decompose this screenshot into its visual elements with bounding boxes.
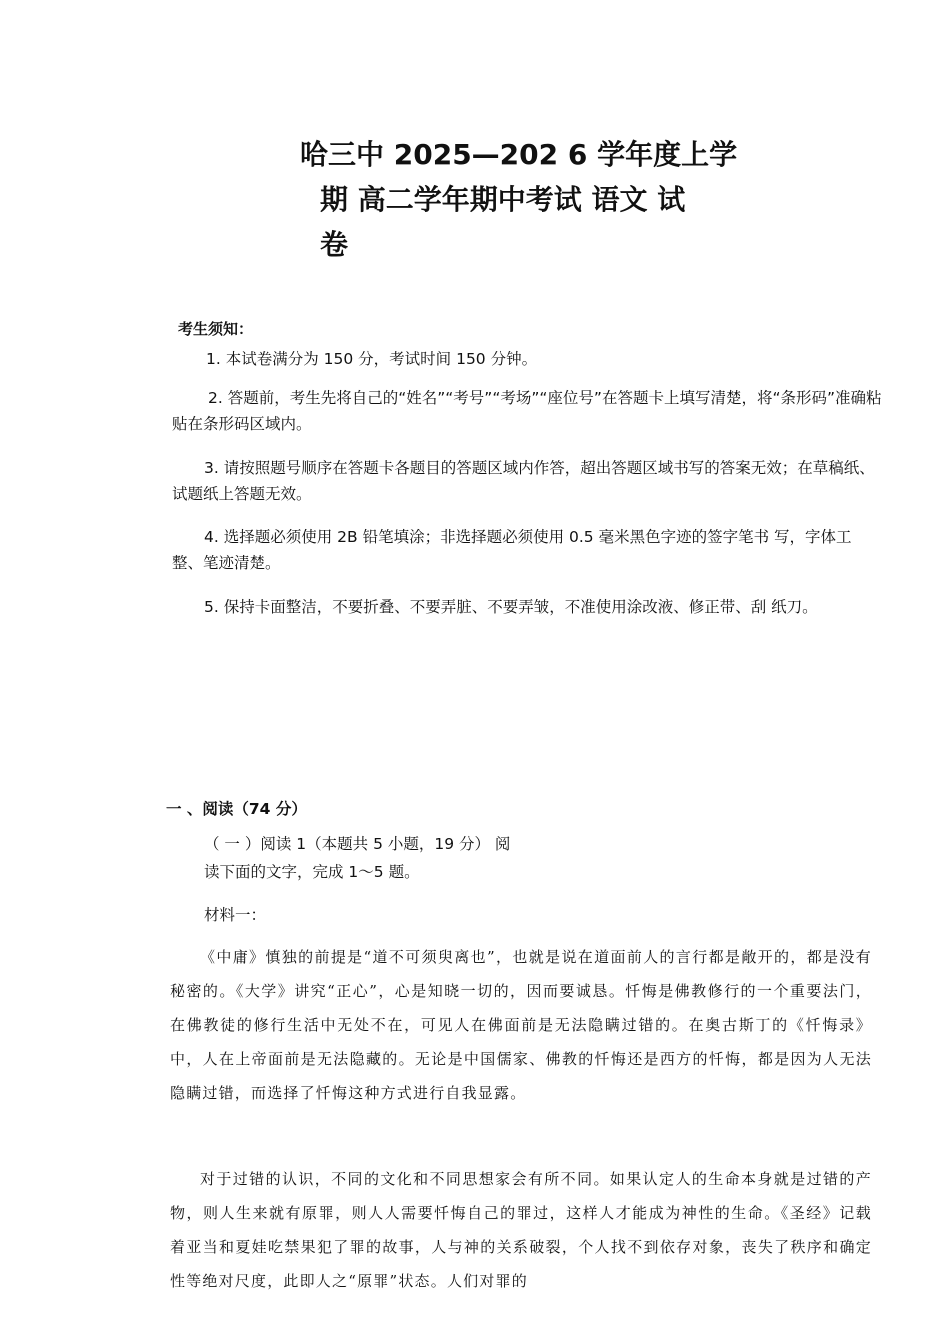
notice-item-1: 1. 本试卷满分为 150 分，考试时间 150 分钟。 bbox=[206, 350, 538, 368]
notice-item-4: 4. 选择题必须使用 2B 铅笔填涂；非选择题必须使用 0.5 毫米黑色字迹的签字笔书 写，字体工整、笔迹清楚。 bbox=[172, 528, 852, 572]
notice-item-5: 5. 保持卡面整洁，不要折叠、不要弄脏、不要弄皱，不准使用涂改液、修正带、刮 纸刀。 bbox=[204, 598, 818, 616]
section-heading: 一 、阅读（74 分） bbox=[166, 800, 307, 818]
passage-paragraph-2: 对于过错的认识，不同的文化和不同思想家会有所不同。如果认定人的生命本身就是过错的产物，则人生来就有原罪，则人人需要忏悔自己的罪过，这样人才能成为神性的生命。《圣经》记载着亚当和夏娃吃禁果犯了罪的故事，人与神的关系破裂，个人找不到依存对象，丧失了秩序和确定性等绝对尺度，此即人之“原罪”状态。人们对罪的 bbox=[170, 1170, 872, 1290]
notice-item-3: 3. 请按照题号顺序在答题卡各题目的答题区域内作答，超出答题区域书写的答案无效；在草稿纸、试题纸上答题无效。 bbox=[172, 459, 875, 503]
notice-heading: 考生须知： bbox=[178, 320, 254, 338]
material-label: 材料一： bbox=[204, 906, 267, 924]
title-line-2: 期 高二学年期中考试 语文 试 bbox=[320, 183, 686, 216]
title-line-1: 哈三中 2025—202 6 学年度上学 bbox=[300, 138, 738, 171]
passage-paragraph-1: 《中庸》慎独的前提是“道不可须臾离也”，也就是说在道面前人的言行都是敞开的，都是没有秘密的。《大学》讲究“正心”，心是知晓一切的，因而要诚恳。忏悔是佛教修行的一个重要法门，在佛教徒的修行生活中无处不在，可见人在佛面前是无法隐瞒过错的。在奥古斯丁的《忏悔录》中，人在上帝面前是无法隐藏的。无论是中国儒家、佛教的忏悔还是西方的忏悔，都是因为人无法隐瞒过错，而选择了忏悔这种方式进行自我显露。 bbox=[170, 948, 872, 1102]
exam-title bbox=[300, 132, 750, 267]
title-line-3: 卷 bbox=[320, 228, 349, 261]
reading-subheading: （ 一 ）阅读 1（本题共 5 小题，19 分） 阅读下面的文字，完成 1～5 题。 bbox=[204, 835, 511, 881]
notice-item-2: 2. 答题前，考生先将自己的“姓名”“考号”“考场”“座位号”在答题卡上填写清楚，将“条形码”准确粘贴在条形码区域内。 bbox=[172, 389, 882, 433]
